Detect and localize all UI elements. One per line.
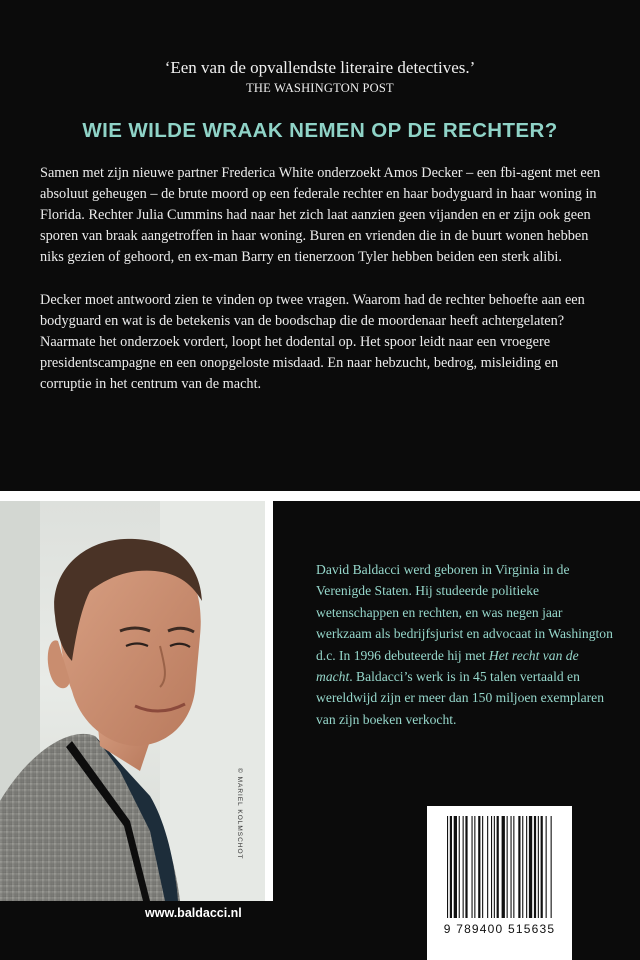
author-photo [0, 501, 265, 901]
photo-credit: © MARIEL KOLMSCHOT [236, 768, 243, 860]
barcode-bar [551, 816, 552, 918]
website-link[interactable]: www.baldacci.nl [145, 906, 242, 920]
barcode-bar [447, 816, 448, 918]
barcode-bar [478, 816, 480, 918]
barcode-bar [507, 816, 508, 918]
author-bio-text-1: David Baldacci werd geboren in Virginia in de Verenigde Staten. Hij studeerde politieke wetenschappen en rechten, en was negen jaar werkzaam als bedrijfsjurist en advocaat in Washington d.c. In 1996 debuteerde hij met [316, 562, 613, 663]
barcode-bar [518, 816, 520, 918]
barcode-bar [497, 816, 499, 918]
author-portrait-illustration [0, 501, 265, 901]
blurb-paragraph-1: Samen met zijn nieuwe partner Frederica White onderzoekt Amos Decker – een fbi-agent met een absoluut geheugen – de brute moord op een federale rechter en haar bodyguard in haar woning in Florida. Rechter Julia Cummins had naar het zich laat aanzien geen vijanden en er zijn ook geen sporen van braak aangetroffen in haar woning. Buren en vrienden die in de buurt wonen hebben niks gezien of gehoord, en ex-man Barry en tienerzoon Tyler hebben beiden een sterk alibi. [40, 165, 601, 265]
barcode-bar [538, 816, 539, 918]
barcode-number: 9 789400 515635 [443, 922, 556, 936]
barcode-bar [459, 816, 460, 918]
debut-title: Het recht van de macht [316, 647, 579, 685]
author-bio [316, 559, 616, 730]
review-quote: ‘Een van de opvallendste literaire detectives.’ [164, 58, 476, 77]
barcode-bar [465, 816, 467, 918]
barcode-bar [534, 816, 536, 918]
barcode-bar [526, 816, 527, 918]
barcode-bar [454, 816, 457, 918]
barcode-bar [472, 816, 473, 918]
barcode-bar [474, 816, 475, 918]
barcode-bars [427, 806, 572, 941]
author-bio-text-2: . Baldacci’s werk is in 45 talen vertaald en wereldwijd zijn er meer dan 150 miljoen exemplaren van zijn boeken verkocht. [316, 669, 605, 727]
barcode-bar [502, 816, 505, 918]
barcode-bar [450, 816, 452, 918]
barcode-bar [513, 816, 514, 918]
barcode-bar [541, 816, 543, 918]
barcode-bar [494, 816, 495, 918]
barcode-bar [463, 816, 464, 918]
barcode-bar [482, 816, 483, 918]
barcode-bar [546, 816, 547, 918]
barcode-bar [522, 816, 523, 918]
barcode-bar [491, 816, 492, 918]
barcode-bar [487, 816, 488, 918]
bottom-bar-right [572, 901, 640, 960]
blurb-paragraph-2: Decker moet antwoord zien te vinden op twee vragen. Waarom had de rechter behoefte aan een bodyguard en wat is de betekenis van de boodschap die de moordenaar heeft achtergelaten? Naarmate het onderzoek vordert, loopt het dodental op. Het spoor leidt naar een vroegere presidentscampagne en een onopgeloste misdaad. En naar hebzucht, bedrog, misleiding en corruptie in het centrum van de macht. [40, 292, 585, 392]
headline: WIE WILDE WRAAK NEMEN OP DE RECHTER? [82, 119, 558, 142]
barcode-bar [511, 816, 512, 918]
barcode-bar [529, 816, 532, 918]
barcode [427, 806, 572, 941]
review-source: THE WASHINGTON POST [246, 81, 394, 95]
